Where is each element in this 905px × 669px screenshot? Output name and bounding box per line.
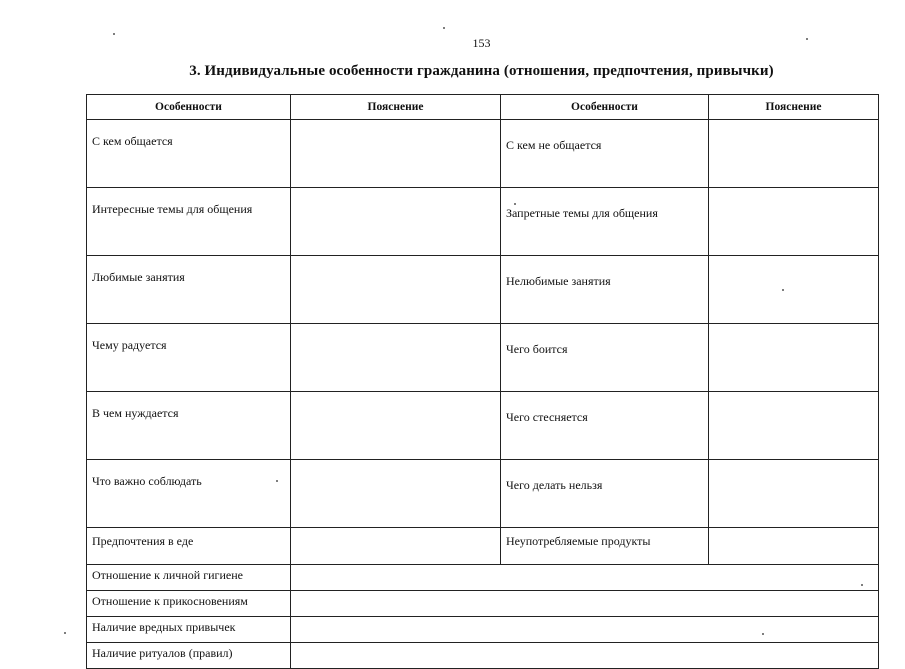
- explanation-field-wide[interactable]: [291, 591, 879, 617]
- table-row: [87, 324, 879, 392]
- explanation-field[interactable]: [709, 120, 879, 188]
- explanation-field[interactable]: [291, 256, 501, 324]
- explanation-field[interactable]: [709, 324, 879, 392]
- feature-label: Отношение к прикосновениям: [87, 591, 291, 617]
- feature-label: Чего стесняется: [501, 392, 709, 460]
- explanation-field[interactable]: [291, 120, 501, 188]
- header-features-right: Особенности: [501, 95, 709, 120]
- scan-speck: [806, 38, 808, 40]
- explanation-field[interactable]: [709, 392, 879, 460]
- table-header-row: [87, 95, 879, 120]
- scan-speck: [782, 289, 784, 291]
- table-row: [87, 617, 879, 643]
- table-row: [87, 392, 879, 460]
- scan-speck: [113, 33, 115, 35]
- explanation-field[interactable]: [291, 528, 501, 565]
- page-title: 3. Индивидуальные особенности гражданина (отношения, предпочтения, привычки): [189, 63, 774, 79]
- feature-label: Любимые занятия: [87, 256, 291, 324]
- page-number: 153: [472, 36, 491, 50]
- feature-label: С кем общается: [87, 120, 291, 188]
- scan-speck: [762, 633, 764, 635]
- feature-label: Чего боится: [501, 324, 709, 392]
- scan-speck: [276, 480, 278, 482]
- explanation-field[interactable]: [291, 188, 501, 256]
- table-row: [87, 528, 879, 565]
- table-row: [87, 256, 879, 324]
- explanation-field[interactable]: [709, 188, 879, 256]
- table-row: [87, 188, 879, 256]
- table-row: [87, 591, 879, 617]
- header-explanation-left: Пояснение: [291, 95, 501, 120]
- feature-label: Наличие вредных привычек: [87, 617, 291, 643]
- feature-label: Интересные темы для общения: [87, 188, 291, 256]
- feature-label: Что важно соблюдать: [87, 460, 291, 528]
- explanation-field[interactable]: [291, 460, 501, 528]
- feature-label: В чем нуждается: [87, 392, 291, 460]
- header-explanation-right: Пояснение: [709, 95, 879, 120]
- explanation-field-wide[interactable]: [291, 643, 879, 669]
- explanation-field-wide[interactable]: [291, 565, 879, 591]
- scan-speck: [443, 27, 445, 29]
- scan-speck: [514, 203, 516, 205]
- feature-label: Чему радуется: [87, 324, 291, 392]
- scan-speck: [64, 632, 66, 634]
- table-row: [87, 460, 879, 528]
- explanation-field[interactable]: [291, 324, 501, 392]
- explanation-field[interactable]: [709, 528, 879, 565]
- scan-speck: [861, 584, 863, 586]
- explanation-field[interactable]: [291, 392, 501, 460]
- feature-label: С кем не общается: [501, 120, 709, 188]
- table-row: [87, 120, 879, 188]
- table-row: [87, 565, 879, 591]
- table-row: [87, 643, 879, 669]
- feature-label: Предпочтения в еде: [87, 528, 291, 565]
- explanation-field[interactable]: [709, 460, 879, 528]
- feature-label: Наличие ритуалов (правил): [87, 643, 291, 669]
- explanation-field-wide[interactable]: [291, 617, 879, 643]
- feature-label: Чего делать нельзя: [501, 460, 709, 528]
- header-features-left: Особенности: [87, 95, 291, 120]
- explanation-field[interactable]: [709, 256, 879, 324]
- feature-label: Нелюбимые занятия: [501, 256, 709, 324]
- feature-label: Отношение к личной гигиене: [87, 565, 291, 591]
- feature-label: Запретные темы для общения: [501, 188, 709, 256]
- feature-label: Неупотребляемые продукты: [501, 528, 709, 565]
- individual-features-table: [86, 94, 879, 669]
